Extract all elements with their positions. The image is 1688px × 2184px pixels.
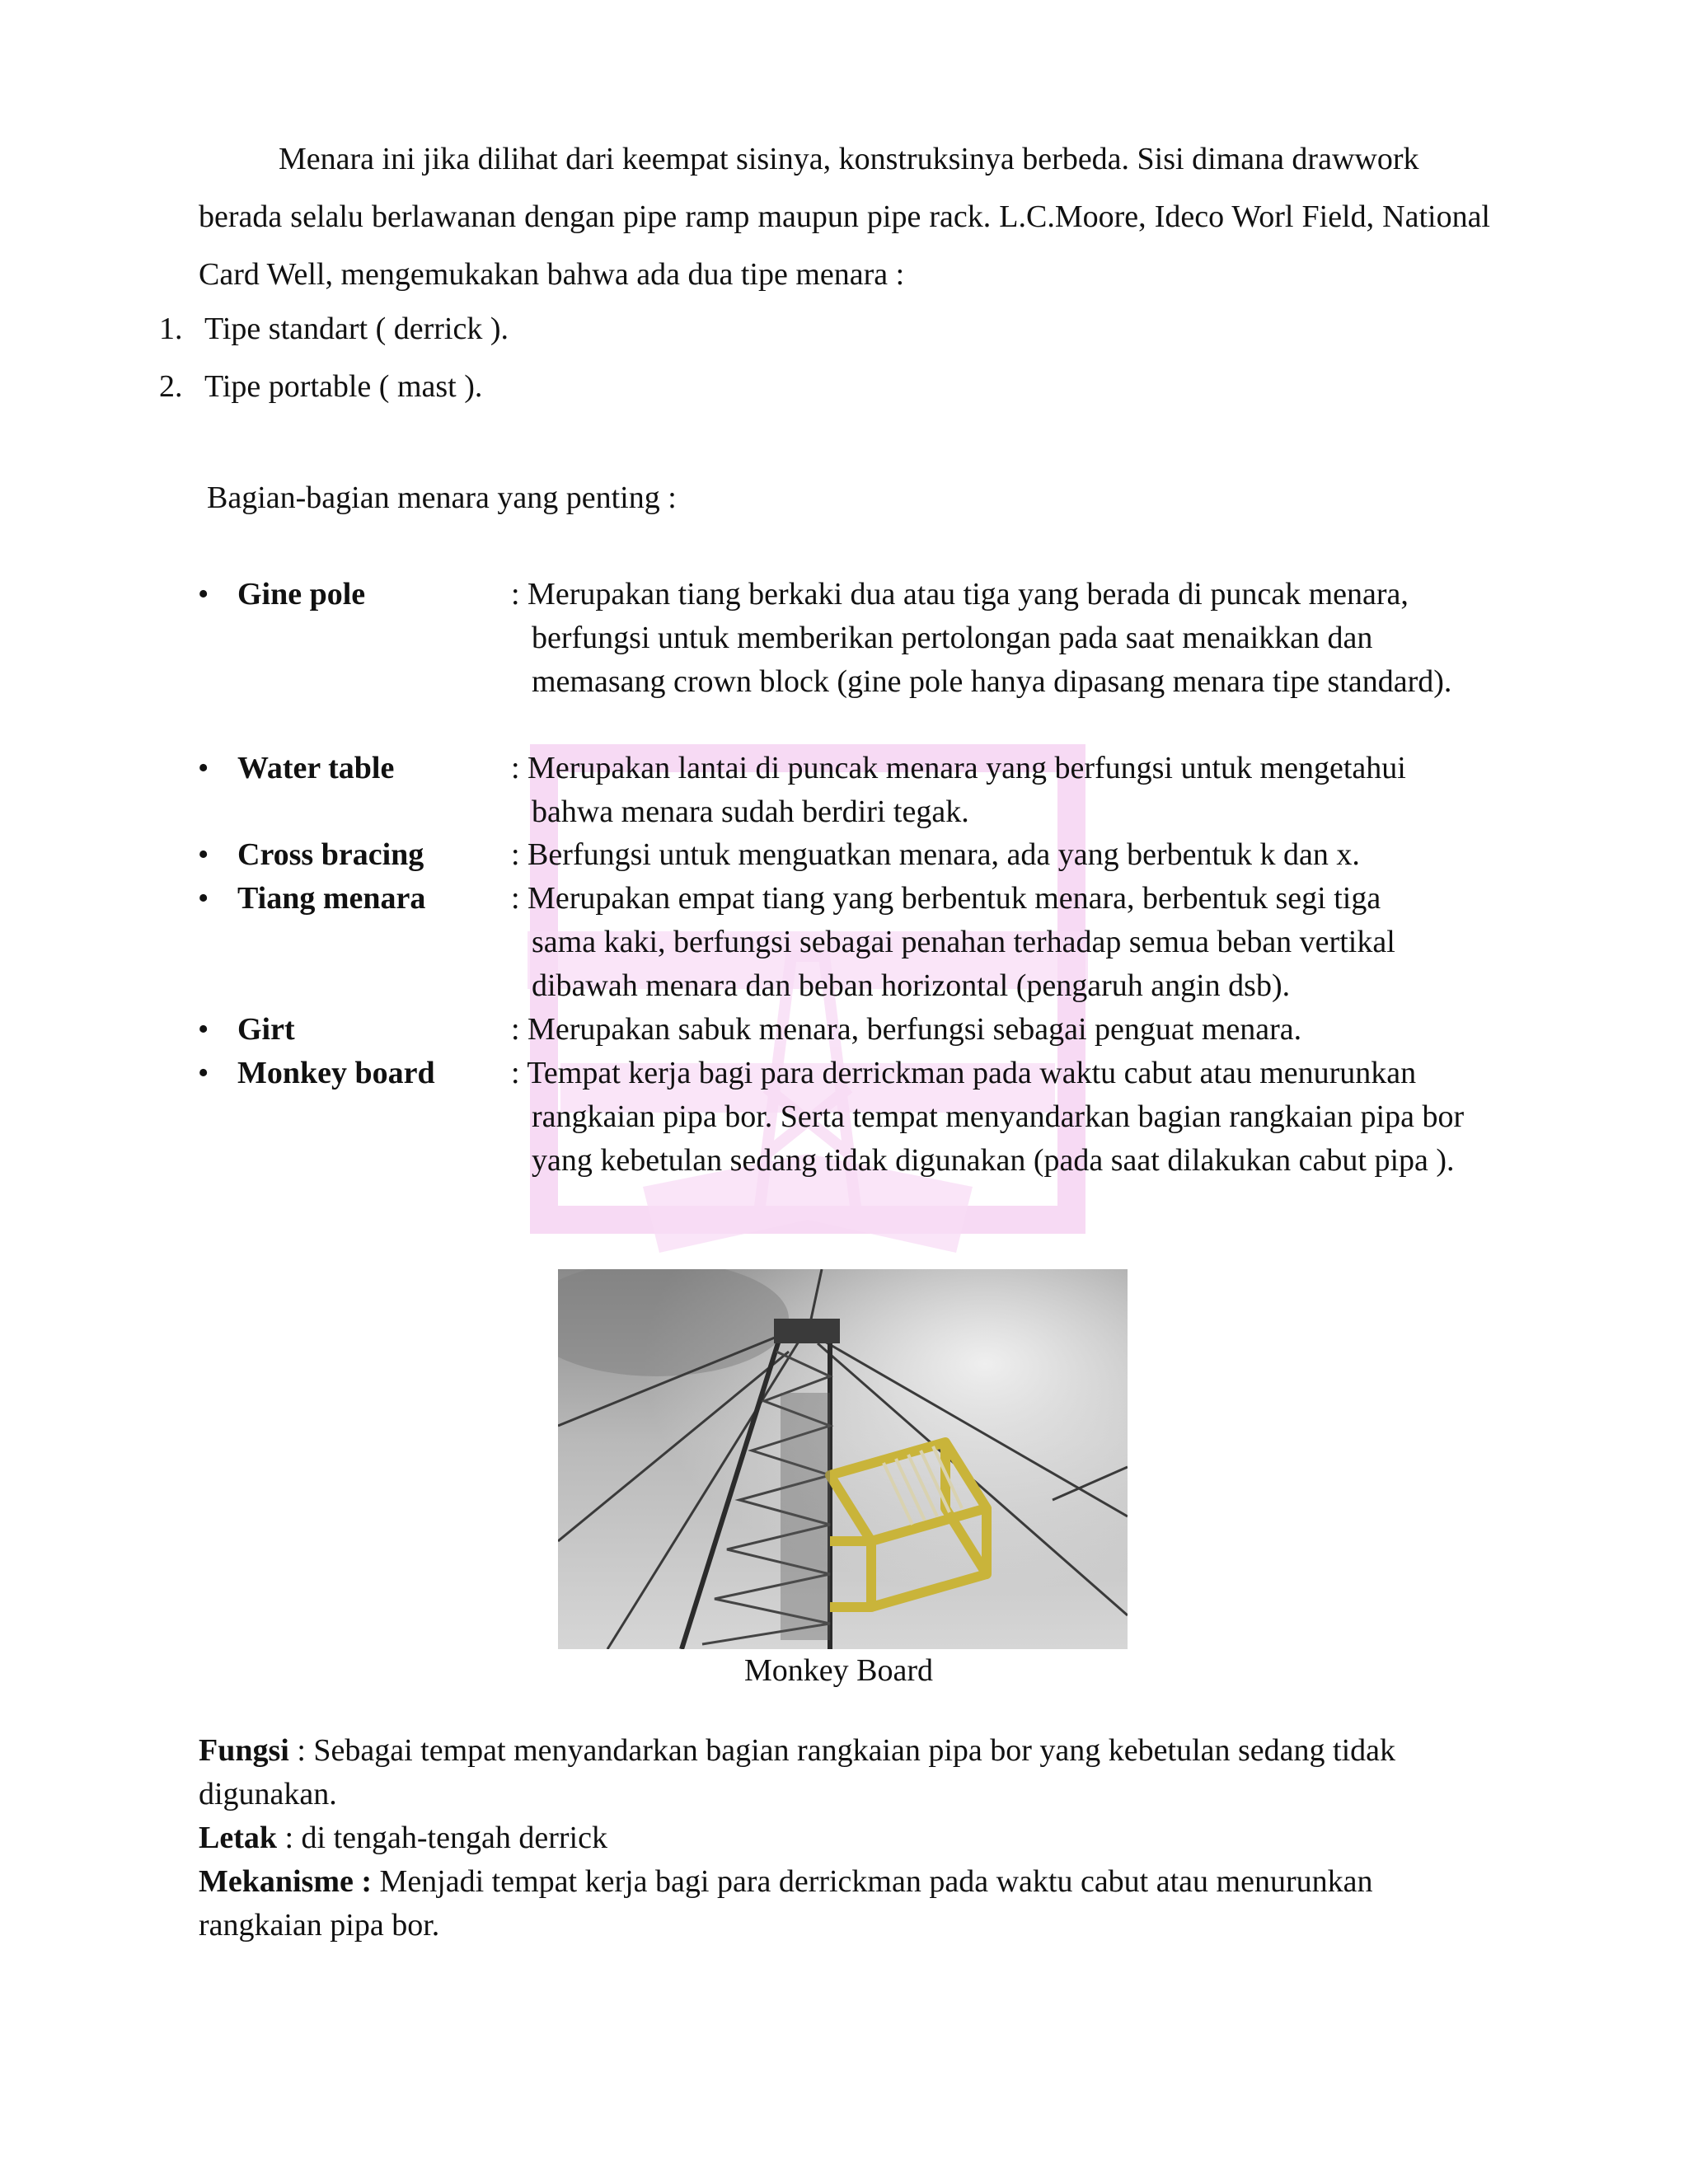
part-term: Cross bracing	[237, 837, 424, 872]
parts-subheading: Bagian-bagian menara yang penting :	[207, 480, 677, 515]
part-description	[511, 1008, 1500, 1052]
fungsi-paragraph	[199, 1729, 1490, 1816]
list-item: Tipe standart ( derrick ).	[204, 312, 509, 346]
mekanisme-label: Mekanisme :	[199, 1864, 373, 1899]
part-description-cont: rangkaian pipa bor. Serta tempat menyandarkan bagian rangkaian pipa bor yang kebetulan sedang tidak digunakan (pada saat dilakukan cabut pipa ).	[532, 1099, 1465, 1178]
part-term: Tiang menara	[237, 881, 426, 916]
monkey-board-photo	[558, 1269, 1128, 1649]
mekanisme-text: Menjadi tempat kerja bagi para derrickman pada waktu cabut atau menurunkan rangkaian pipa bor.	[199, 1864, 1373, 1943]
letak-paragraph	[199, 1816, 1490, 1860]
bullet-icon: •	[198, 577, 209, 612]
intro-paragraph	[199, 130, 1490, 303]
part-term: Gine pole	[237, 577, 366, 612]
part-term: Monkey board	[237, 1056, 435, 1090]
part-description-lead: : Merupakan empat tiang yang berbentuk menara, berbentuk segi tiga	[511, 881, 1381, 916]
list-number: 1.	[159, 312, 183, 346]
part-description-lead: : Merupakan lantai di puncak menara yang berfungsi untuk mengetahui	[511, 751, 1406, 785]
part-description	[511, 877, 1500, 1008]
list-number: 2.	[159, 369, 183, 404]
part-description-lead: : Berfungsi untuk menguatkan menara, ada yang berbentuk k dan x.	[511, 837, 1360, 872]
fungsi-text: : Sebagai tempat menyandarkan bagian rangkaian pipa bor yang kebetulan sedang tidak digunakan.	[199, 1733, 1396, 1811]
bullet-icon: •	[198, 1012, 209, 1047]
list-item: Tipe portable ( mast ).	[204, 369, 483, 404]
bullet-icon: •	[198, 881, 209, 916]
part-description	[511, 573, 1500, 704]
letak-text: : di tengah-tengah derrick	[277, 1821, 607, 1855]
part-description	[511, 833, 1500, 877]
bullet-icon: •	[198, 1056, 209, 1090]
mekanisme-paragraph	[199, 1860, 1490, 1947]
part-description-lead: : Tempat kerja bagi para derrickman pada waktu cabut atau menurunkan	[511, 1056, 1417, 1090]
part-description	[511, 747, 1500, 834]
intro-rest: berada selalu berlawanan dengan pipe ramp maupun pipe rack. L.C.Moore, Ideco Worl Field, National Card Well, mengemukakan bahwa ada dua tipe menara :	[199, 199, 1490, 292]
letak-label: Letak	[199, 1821, 277, 1855]
part-description-cont: sama kaki, berfungsi sebagai penahan terhadap semua beban vertikal dibawah menara dan beban horizontal (pengaruh angin dsb).	[532, 925, 1395, 1003]
bullet-icon: •	[198, 751, 209, 785]
part-term: Water table	[237, 751, 395, 785]
part-description	[511, 1052, 1500, 1183]
figure-caption: Monkey Board	[744, 1653, 934, 1688]
part-term: Girt	[237, 1012, 295, 1047]
part-description-lead: : Merupakan tiang berkaki dua atau tiga yang berada di puncak menara,	[511, 577, 1409, 612]
part-description-cont: berfungsi untuk memberikan pertolongan pada saat menaikkan dan memasang crown block (gine pole hanya dipasang menara tipe standard).	[532, 621, 1452, 699]
intro-first-line: Menara ini jika dilihat dari keempat sisinya, konstruksinya berbeda. Sisi dimana drawwork	[279, 142, 1419, 176]
bullet-icon: •	[198, 837, 209, 872]
part-description-lead: : Merupakan sabuk menara, berfungsi sebagai penguat menara.	[511, 1012, 1302, 1047]
part-description-cont: bahwa menara sudah berdiri tegak.	[532, 794, 969, 829]
fungsi-label: Fungsi	[199, 1733, 289, 1768]
